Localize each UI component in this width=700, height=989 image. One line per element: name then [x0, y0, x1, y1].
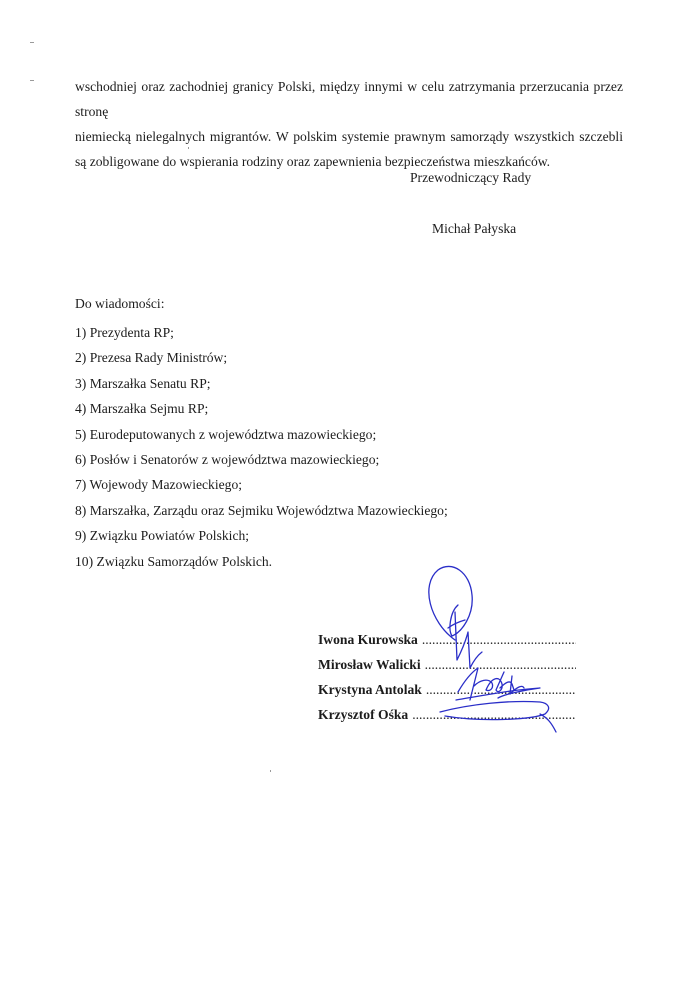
signature-line — [426, 677, 576, 702]
list-item: 7) Wojewody Mazowieckiego; — [75, 477, 243, 493]
signer-name: Krystyna Antolak — [318, 682, 422, 697]
list-item: 5) Eurodeputowanych z województwa mazowieckiego; — [75, 426, 377, 442]
signer-row — [318, 702, 576, 727]
body-line: wschodniej oraz zachodniej granicy Polski, między innymi w celu zatrzymania przerzucania przez stronę — [75, 79, 623, 119]
body-line: niemiecką nielegalnych migrantów. W polskim systemie prawnym samorządy wszystkich szczebli — [75, 129, 623, 144]
signature-line — [412, 702, 576, 727]
list-item: 6) Posłów i Senatorów z województwa mazowieckiego; — [75, 452, 380, 468]
chairman-title: Przewodniczący Rady — [410, 170, 532, 185]
distribution-heading: Do wiadomości: — [75, 296, 165, 311]
scan-mark — [270, 770, 271, 772]
list-item: 8) Marszałka, Zarządu oraz Sejmiku Województwa Mazowieckiego; — [75, 502, 448, 518]
scan-mark — [30, 42, 34, 43]
signer-name: Iwona Kurowska — [318, 632, 418, 647]
list-item: 4) Marszałka Sejmu RP; — [75, 401, 209, 417]
distribution-list — [75, 320, 448, 574]
signature-line — [425, 652, 576, 677]
scan-mark — [30, 80, 34, 81]
signer-name: Mirosław Walicki — [318, 657, 421, 672]
signer-row — [318, 677, 576, 702]
body-paragraph — [75, 74, 623, 174]
list-item: 1) Prezydenta RP; — [75, 325, 174, 340]
list-item: 2) Prezesa Rady Ministrów; — [75, 350, 228, 366]
signature-line — [422, 627, 576, 652]
signers-block — [318, 627, 576, 727]
body-line: są zobligowane do wspierania rodziny oraz zapewnienia bezpieczeństwa mieszkańców. — [75, 154, 551, 169]
list-item: 9) Związku Powiatów Polskich; — [75, 528, 250, 544]
signer-row — [318, 627, 576, 652]
chairman-name: Michał Pałyska — [432, 221, 517, 236]
list-item: 3) Marszałka Senatu RP; — [75, 375, 211, 391]
signer-row — [318, 652, 576, 677]
signer-name: Krzysztof Ośka — [318, 707, 409, 722]
list-item: 10) Związku Samorządów Polskich. — [75, 553, 273, 569]
